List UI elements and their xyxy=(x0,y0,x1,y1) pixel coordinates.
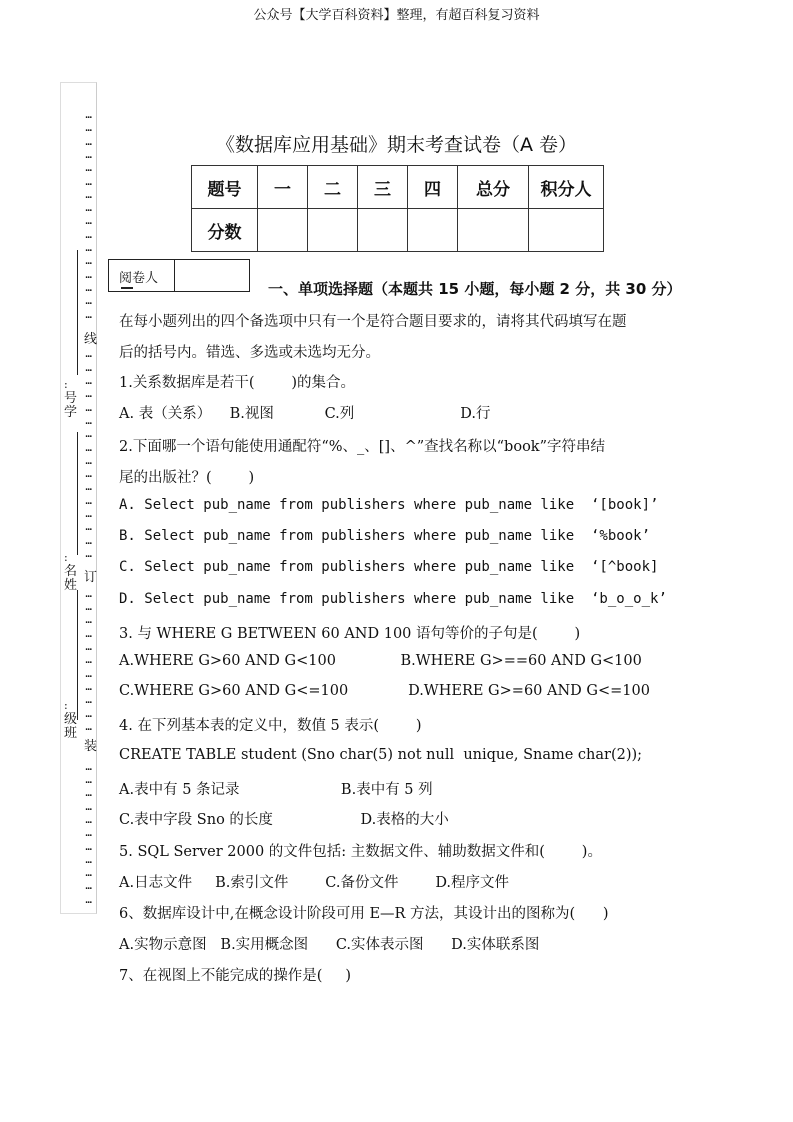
question-line: A. 表（关系） B.视图 C.列 D.行 xyxy=(119,406,491,422)
question-line: A.表中有 5 条记录 B.表中有 5 列 xyxy=(119,782,433,798)
binding-dot: ... xyxy=(85,257,92,268)
name-label: 名姓 xyxy=(64,564,78,593)
colon: : xyxy=(64,551,68,564)
score-cell xyxy=(529,209,604,252)
binding-dot: ... xyxy=(85,456,92,467)
binding-dot: ... xyxy=(85,111,92,121)
binding-dot: ... xyxy=(85,350,92,361)
binding-dot: ... xyxy=(85,363,92,374)
binding-dot: ... xyxy=(85,762,92,773)
header-cell: 四 xyxy=(408,166,458,209)
row-label: 分数 xyxy=(192,209,258,252)
binding-dot: ... xyxy=(85,603,92,614)
question-line: 3. 与 WHERE G BETWEEN 60 AND 100 语句等价的子句是( ) xyxy=(119,626,581,642)
question-line: 5. SQL Server 2000 的文件包括: 主数据文件、辅助数据文件和( )。 xyxy=(119,844,602,860)
binding-dot: ... xyxy=(85,244,92,254)
binding-dot: ... xyxy=(85,443,92,454)
binding-dot: ... xyxy=(85,536,92,547)
question-line: CREATE TABLE student (Sno char(5) not null unique, Sname char(2)); xyxy=(119,747,643,763)
binding-dot: ... xyxy=(85,124,92,135)
binding-dot: ... xyxy=(85,869,92,880)
header-cell: 二 xyxy=(308,166,358,209)
binding-dot: ... xyxy=(85,669,92,680)
binding-dot: ... xyxy=(85,616,92,627)
header-cell: 积分人 xyxy=(529,166,604,209)
question-line: 1.关系数据库是若干( )的集合。 xyxy=(119,375,356,391)
binding-dot: ... xyxy=(85,390,92,401)
question-line: D. Select pub_name from publishers where pub_name like ‘b_o_o_k’ xyxy=(119,591,667,607)
header-cell: 三 xyxy=(358,166,408,209)
score-table xyxy=(191,165,604,252)
binding-dot: ... xyxy=(85,855,92,866)
class-label: 级班 xyxy=(64,712,78,741)
exam-title: 《数据库应用基础》期末考查试卷（A 卷） xyxy=(215,134,578,156)
score-cell xyxy=(258,209,308,252)
binding-dot: ... xyxy=(85,643,92,653)
binding-dot: ... xyxy=(85,416,92,427)
question-line: A.WHERE G>60 AND G<100 B.WHERE G>==60 AND G<100 xyxy=(119,653,642,669)
score-cell xyxy=(308,209,358,252)
question-line: 6、数据库设计中,在概念设计阶段可用 E—R 方法，其设计出的图称为( ) xyxy=(119,906,609,922)
question-line: 后的括号内。错选、多选或未选均无分。 xyxy=(119,345,380,361)
dash xyxy=(121,287,133,289)
binding-dot: ... xyxy=(85,842,92,853)
binding-dot: ... xyxy=(85,829,92,840)
binding-line xyxy=(77,590,78,720)
binding-dot: ... xyxy=(85,190,92,201)
binding-dot: ... xyxy=(85,283,92,294)
binding-dot: ... xyxy=(85,802,92,813)
question-line: C. Select pub_name from publishers where pub_name like ‘[^book] xyxy=(119,559,659,575)
question-line: 在每小题列出的四个备选项中只有一个是符合题目要求的，请将其代码填写在题 xyxy=(119,314,627,330)
question-line: 2.下面哪一个语句能使用通配符“%、_、[]、^”查找名称以“book”字符串结 xyxy=(119,439,606,455)
binding-dot: ... xyxy=(85,629,92,640)
question-line: 7、在视图上不能完成的操作是( ) xyxy=(119,968,352,984)
binding-dot: ... xyxy=(85,403,92,414)
grader-box xyxy=(108,259,250,292)
binding-dot: ... xyxy=(85,549,92,560)
question-line: A.实物示意图 B.实用概念图 C.实体表示图 D.实体联系图 xyxy=(119,937,540,953)
question-line: C.WHERE G>60 AND G<=100 D.WHERE G>=60 AND G<=100 xyxy=(119,683,650,699)
binding-dot: ... xyxy=(85,656,92,667)
header-cell: 总分 xyxy=(458,166,529,209)
binding-dot: ... xyxy=(85,882,92,893)
question-line: C.表中字段 Sno 的长度 D.表格的大小 xyxy=(119,812,449,828)
binding-dot: ... xyxy=(85,377,92,387)
student-id-label: 号学 xyxy=(64,391,78,420)
binding-dot: ... xyxy=(85,682,92,693)
binding-strip xyxy=(60,82,97,914)
binding-dot: ... xyxy=(85,496,92,507)
binding-dot: ... xyxy=(85,776,92,786)
binding-dot: ... xyxy=(85,137,92,148)
binding-line xyxy=(77,432,78,555)
binding-dot: ... xyxy=(85,150,92,161)
binding-dot: ... xyxy=(85,310,92,321)
colon: : xyxy=(64,378,68,391)
binding-zhuang-label: 装 xyxy=(84,739,98,754)
binding-dot: ... xyxy=(85,230,92,241)
question-line: 4. 在下列基本表的定义中，数值 5 表示( ) xyxy=(119,718,422,734)
binding-line xyxy=(77,250,78,375)
score-cell xyxy=(458,209,529,252)
binding-line-label: 线 xyxy=(84,332,98,347)
binding-dot: ... xyxy=(85,510,92,520)
header-cell: 题号 xyxy=(192,166,258,209)
binding-dot: ... xyxy=(85,217,92,228)
question-line: 尾的出版社？( ) xyxy=(119,470,255,486)
colon: : xyxy=(64,699,68,712)
question-line: A.日志文件 B.索引文件 C.备份文件 D.程序文件 xyxy=(119,875,510,891)
binding-dot: ... xyxy=(85,164,92,175)
binding-dot: ... xyxy=(85,709,92,720)
binding-dot: ... xyxy=(85,589,92,600)
binding-dot: ... xyxy=(85,204,92,215)
binding-dot: ... xyxy=(85,722,92,733)
binding-dot: ... xyxy=(85,177,92,188)
question-line: A. Select pub_name from publishers where pub_name like ‘[book]’ xyxy=(119,497,659,513)
binding-dot: ... xyxy=(85,696,92,707)
binding-dot: ... xyxy=(85,895,92,906)
page-header: 公众号【大学百科资料】整理，有超百科复习资料 xyxy=(253,8,540,23)
binding-dot: ... xyxy=(85,523,92,534)
binding-dot: ... xyxy=(85,815,92,826)
header-cell: 一 xyxy=(258,166,308,209)
binding-dot: ... xyxy=(85,470,92,481)
binding-dot: ... xyxy=(85,297,92,308)
question-line: B. Select pub_name from publishers where pub_name like ‘%book’ xyxy=(119,528,651,544)
binding-dot: ... xyxy=(85,483,92,494)
binding-ding-label: 订 xyxy=(84,570,98,585)
score-cell xyxy=(358,209,408,252)
binding-dot: ... xyxy=(85,430,92,441)
section-heading: 一、单项选择题（本题共 15 小题，每小题 2 分，共 30 分） xyxy=(268,280,682,298)
binding-dot: ... xyxy=(85,270,92,281)
grader-label: 阅卷人 xyxy=(119,271,159,286)
divider xyxy=(174,260,175,291)
score-cell xyxy=(408,209,458,252)
binding-dot: ... xyxy=(85,789,92,800)
